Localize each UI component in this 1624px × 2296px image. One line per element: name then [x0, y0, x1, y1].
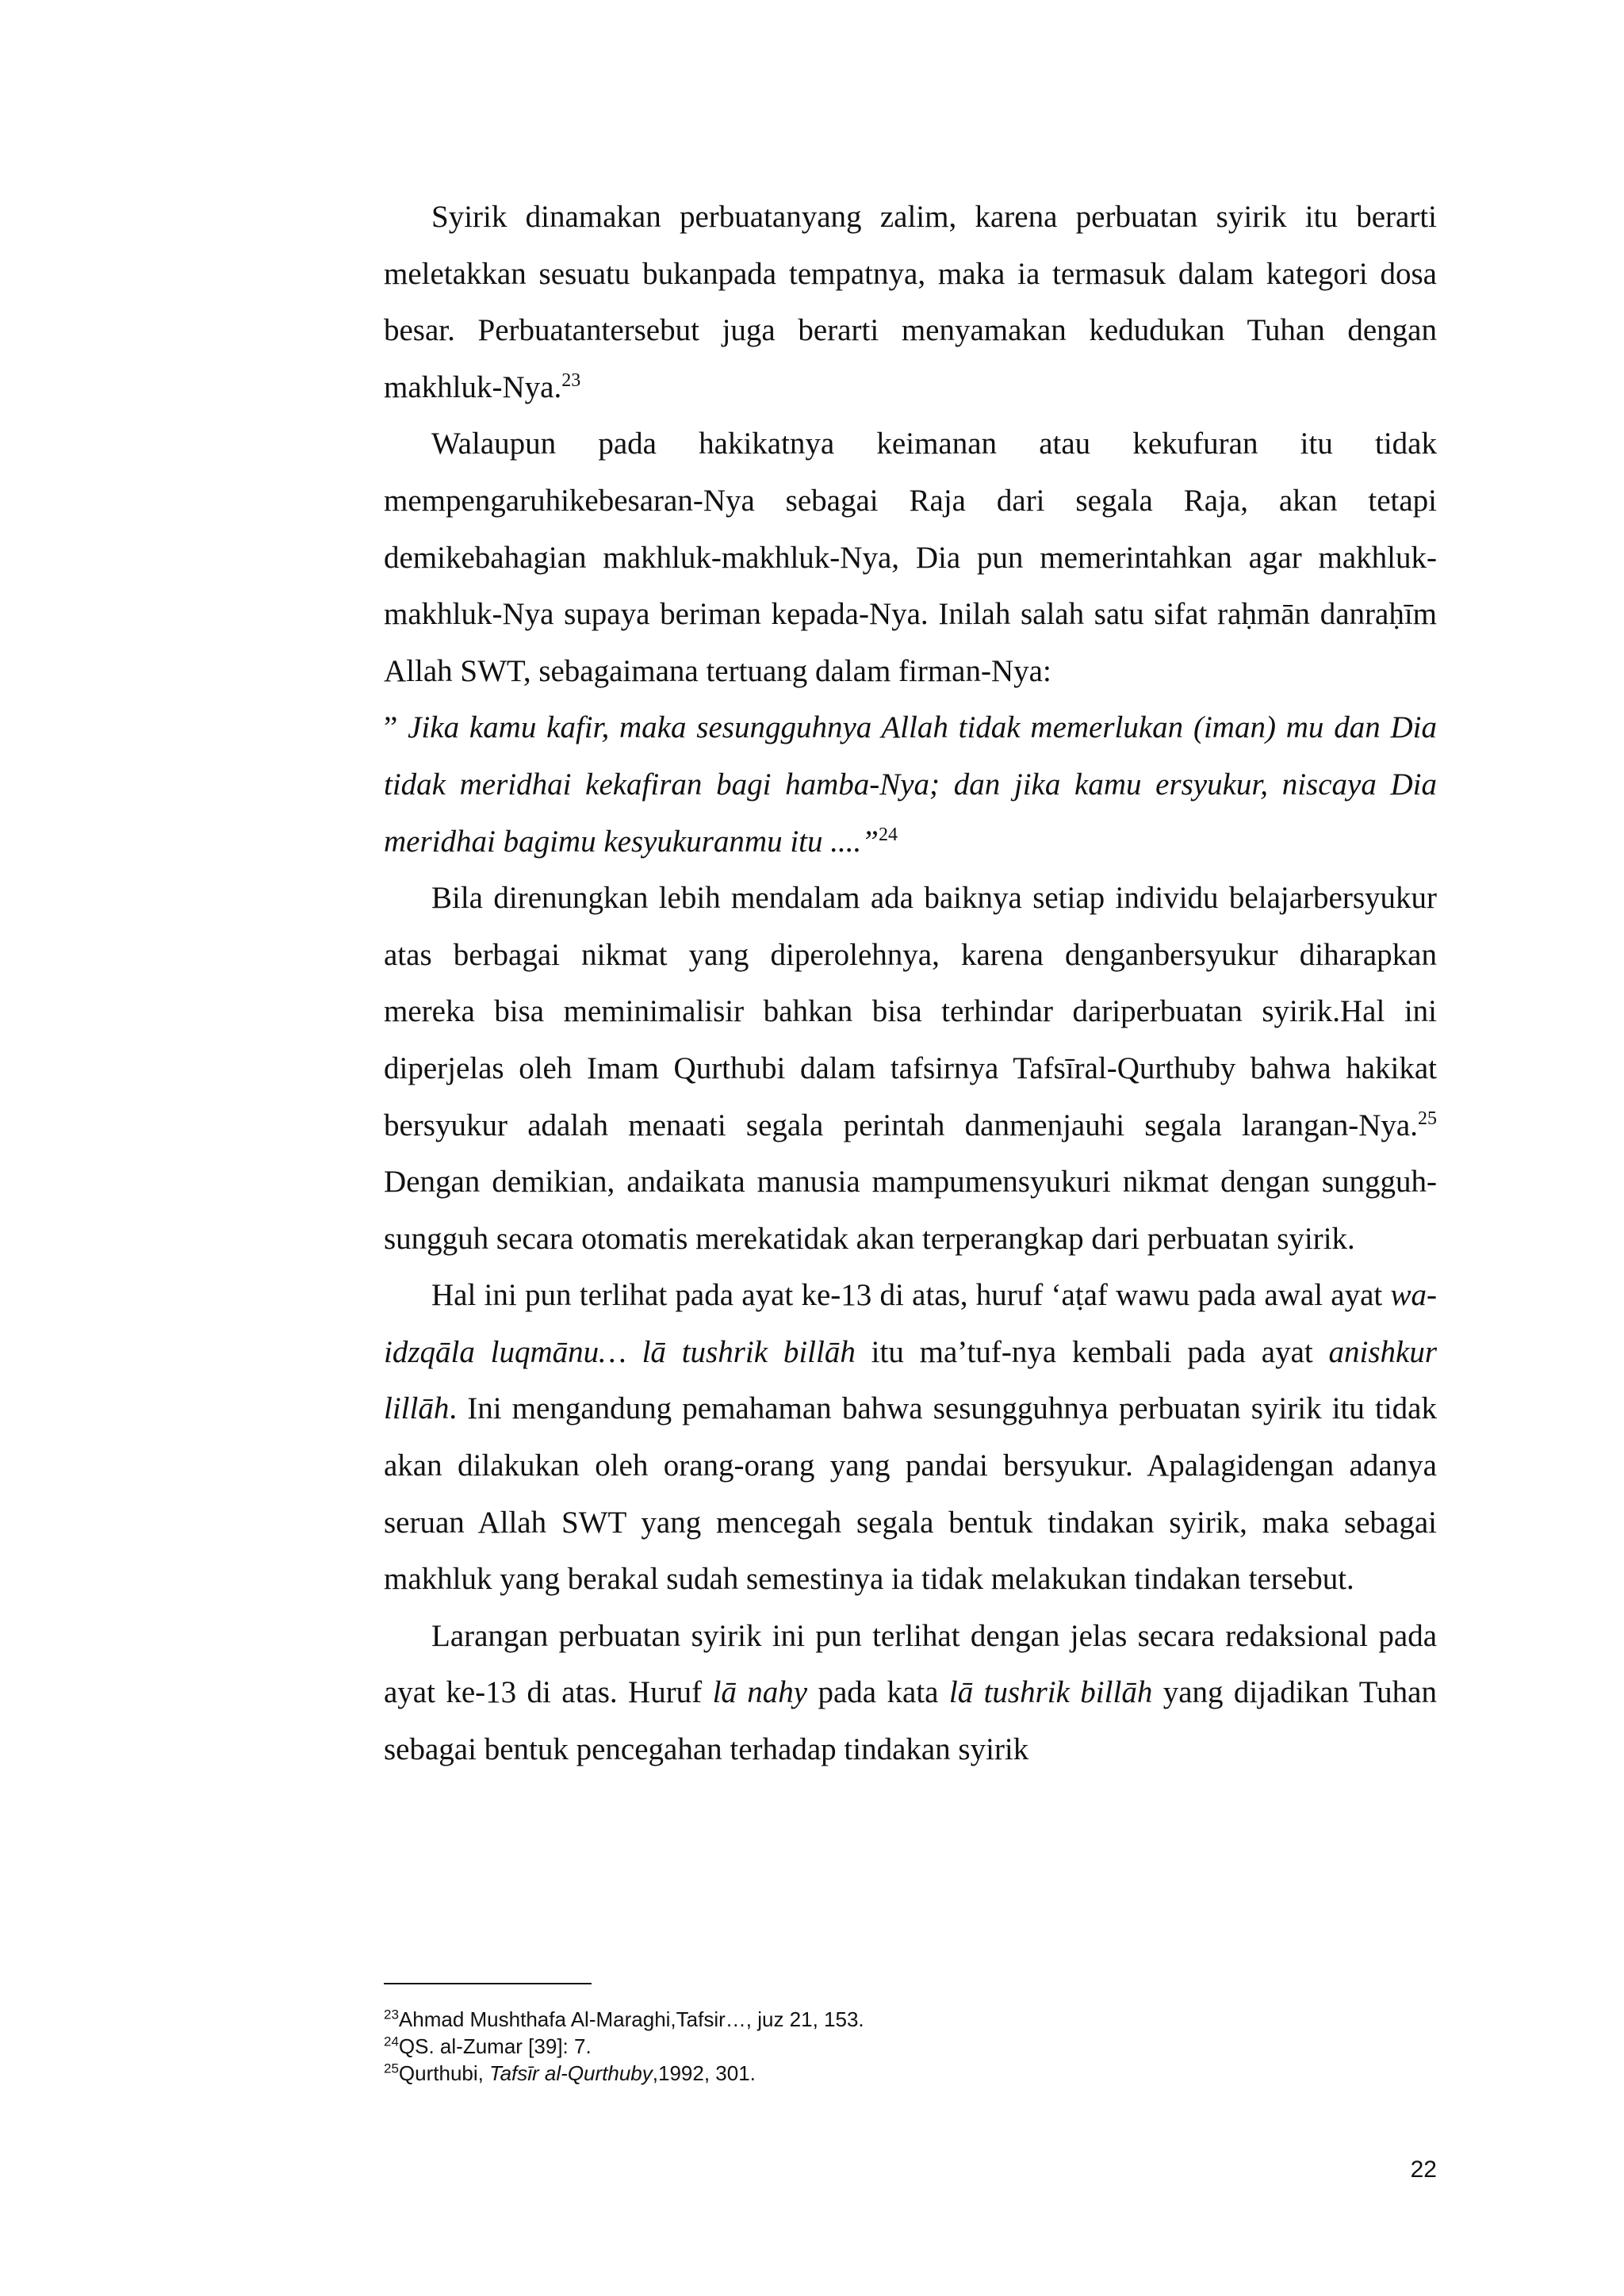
paragraph-4-text-3: . Ini mengandung pemahaman bahwa sesungguhnya perbuatan syirik itu tidak akan dilakukan oleh orang-orang yang pandai bersyukur. Apalagidengan adanya seruan Allah SWT yang mencegah segala bentuk tindakan syirik, maka sebagai makhluk yang berakal sudah semestinya ia tidak melakukan tindakan tersebut. — [384, 1391, 1437, 1597]
paragraph-5-italic-2: lā tushrik billāh — [948, 1675, 1153, 1710]
footnote-24 — [384, 2033, 1437, 2060]
footnote-23-text: Ahmad Mushthafa Al-Maraghi,Tafsir…, juz 21, 153. — [398, 2007, 864, 2031]
footnote-25-title: Tafsīr al-Qurthuby — [489, 2061, 653, 2085]
paragraph-2 — [384, 415, 1437, 699]
paragraph-1 — [384, 189, 1437, 415]
paragraph-4-italic-2: anishkur lillāh — [384, 1334, 1438, 1426]
paragraph-4-text-2: itu ma’tuf-nya kembali pada ayat — [855, 1334, 1329, 1369]
paragraph-3-text-before: Bila direnungkan lebih mendalam ada baiknya setiap individu belajarbersyukur atas berbagai nikmat yang diperolehnya, karena denganbersyukur diharapkan mereka bisa meminimalisir bahkan bisa terhindar dariperbuatan syirik.Hal ini diperjelas oleh Imam Qurthubi dalam tafsirnya Tafsīral-Qurthuby bahwa hakikat bersyukur adalah menaati segala perintah danmenjauhi segala larangan-Nya. — [384, 881, 1437, 1142]
paragraph-4-text-1: Hal ini pun terlihat pada ayat ke-13 di atas, huruf ‘aṭaf wawu pada awal ayat — [431, 1278, 1391, 1313]
quran-quote — [384, 699, 1437, 870]
footnotes — [384, 2006, 1437, 2087]
paragraph-4-italic-1: wa-idzqāla luqmānu… lā tushrik billāh — [384, 1278, 1437, 1369]
quote-open-mark: ” — [384, 710, 408, 745]
footnote-25 — [384, 2060, 1437, 2087]
footnote-24-text: QS. al-Zumar [39]: 7. — [398, 2034, 592, 2058]
page-number: 22 — [1410, 2156, 1437, 2183]
paragraph-5 — [384, 1608, 1437, 1778]
footnote-ref-25: 25 — [1418, 1108, 1437, 1129]
paragraph-5-italic-1: lā nahy — [712, 1675, 808, 1710]
footnote-ref-23: 23 — [561, 369, 581, 391]
footnote-25-details: ,1992, 301. — [652, 2061, 756, 2085]
footnote-ref-24: 24 — [878, 824, 898, 845]
quote-text: Jika kamu kafir, maka sesungguhnya Allah tidak memerlukan (iman) mu dan Dia tidak meridhai kekafiran bagi hamba-Nya; dan jika kamu ersyukur, niscaya Dia meridhai bagimu kesyukuranmu itu ....” — [384, 710, 1437, 859]
paragraph-5-text-1: Larangan perbuatan syirik ini pun terlihat dengan jelas secara redaksional pada ayat ke-13 di atas. Huruf — [384, 1618, 1437, 1710]
paragraph-2-text: Walaupun pada hakikatnya keimanan atau kekufuran itu tidak mempengaruhikebesaran-Nya sebagai Raja dari segala Raja, akan tetapi demikebahagian makhluk-makhluk-Nya, Dia pun memerintahkan agar makhluk- makhluk-Nya supaya beriman kepada-Nya. Inilah salah satu sifat raḥmān danraḥīm Allah SWT, sebagaimana tertuang dalam firman-Nya: — [384, 427, 1437, 688]
paragraph-5-text-2: pada kata — [807, 1675, 949, 1710]
footnote-separator — [384, 1983, 592, 1984]
paragraph-4 — [384, 1267, 1437, 1608]
footnote-25-number: 25 — [384, 2061, 399, 2076]
footnote-25-author: Qurthubi, — [398, 2061, 490, 2085]
paragraph-1-text: Syirik dinamakan perbuatanyang zalim, karena perbuatan syirik itu berarti meletakkan sesuatu bukanpada tempatnya, maka ia termasuk dalam kategori dosa besar. Perbuatantersebut juga berarti menyamakan kedudukan Tuhan dengan makhluk-Nya. — [384, 200, 1437, 404]
paragraph-3-text-after: Dengan demikian, andaikata manusia mampumensyukuri nikmat dengan sungguh-sungguh secara otomatis merekatidak akan terperangkap dari perbuatan syirik. — [384, 1165, 1437, 1256]
footnote-23-number: 23 — [384, 2007, 399, 2022]
paragraph-3 — [384, 870, 1437, 1267]
body-text — [384, 189, 1437, 1778]
footnote-23 — [384, 2006, 1437, 2033]
footnote-24-number: 24 — [384, 2034, 399, 2049]
paragraph-5-text-3: yang dijadikan Tuhan sebagai bentuk pencegahan terhadap tindakan syirik — [384, 1675, 1437, 1767]
